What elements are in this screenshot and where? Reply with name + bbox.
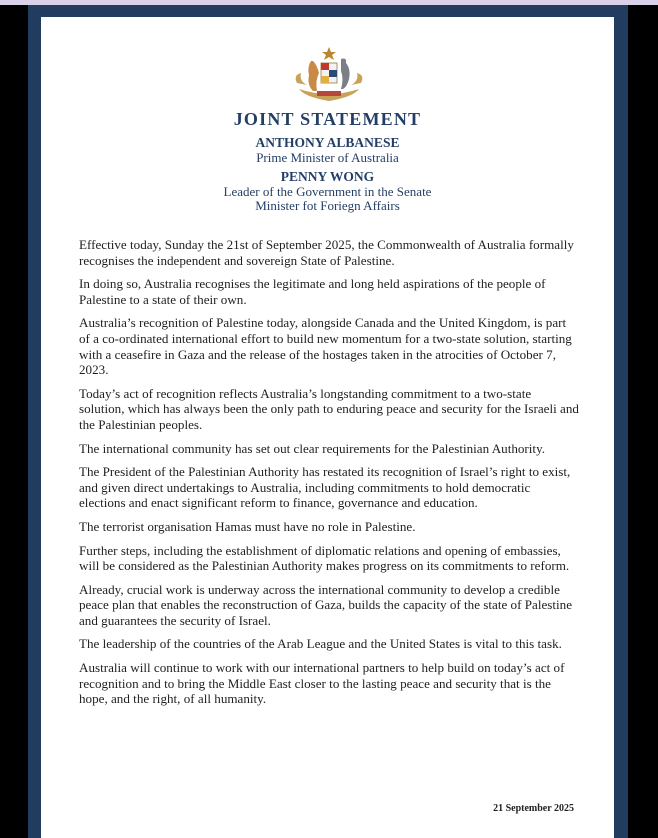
signatory-role-wong-2: Minister fot Foriegn Affairs [255,198,400,213]
paragraph: Australia’s recognition of Palestine today, alongside Canada and the United Kingdom, is part of a co-ordinated international effort to build new momentum for a two-state solution, starting with a ceasefire in Gaza and the release of the hostages taken in the atrocities of October 7, 2023. [79,315,572,378]
paragraph: The leadership of the countries of the Arab League and the United States is vital to this task. [79,636,562,652]
statement-date: 21 September 2025 [493,803,574,814]
signatory-role-wong-1: Leader of the Government in the Senate [223,184,432,199]
document-page [41,17,614,838]
paragraph: Further steps, including the establishment of diplomatic relations and opening of embassies, will be considered as the Palestinian Authority makes progress on its commitments to reform. [79,542,570,574]
paragraph: In doing so, Australia recognises the legitimate and long held aspirations of the people of Palestine to a state of their own. [79,276,546,307]
paragraph: Already, crucial work is underway across the international community to develop a credible peace plan that enables the reconstruction of Gaza, builds the capacity of the state of Palestine and guarantees the security of Israel. [79,581,573,628]
coat-of-arms-icon [289,45,369,105]
signatory-name-wong: PENNY WONG [280,169,375,184]
paragraph: The terrorist organisation Hamas must have no role in Palestine. [79,518,416,534]
paragraph: The international community has set out clear requirements for the Palestinian Authority. [79,440,546,456]
paragraph: The President of the Palestinian Authority has restated its recognition of Israel’s right to exist, and given direct undertakings to Australia, including commitments to hold democratic elections and enact significant reform to finance, governance and education. [79,464,571,511]
paragraph: Today’s act of recognition reflects Australia’s longstanding commitment to a two-state solution, which has always been the only path to enduring peace and security for the Israeli and the Palestinian peoples. [79,385,579,432]
signatory-role-albanese: Prime Minister of Australia [256,150,399,165]
paragraph: Effective today, Sunday the 21st of September 2025, the Commonwealth of Australia formally recognises the independent and sovereign State of Palestine. [79,237,574,268]
statement-body [79,237,579,715]
paragraph: Australia will continue to work with our international partners to help build on today’s act of recognition and to bring the Middle East closer to the lasting peace and security that is the hope, and the right, of all humanity. [79,660,565,707]
signatory-name-albanese: ANTHONY ALBANESE [255,135,400,150]
statement-title: JOINT STATEMENT [233,109,422,129]
